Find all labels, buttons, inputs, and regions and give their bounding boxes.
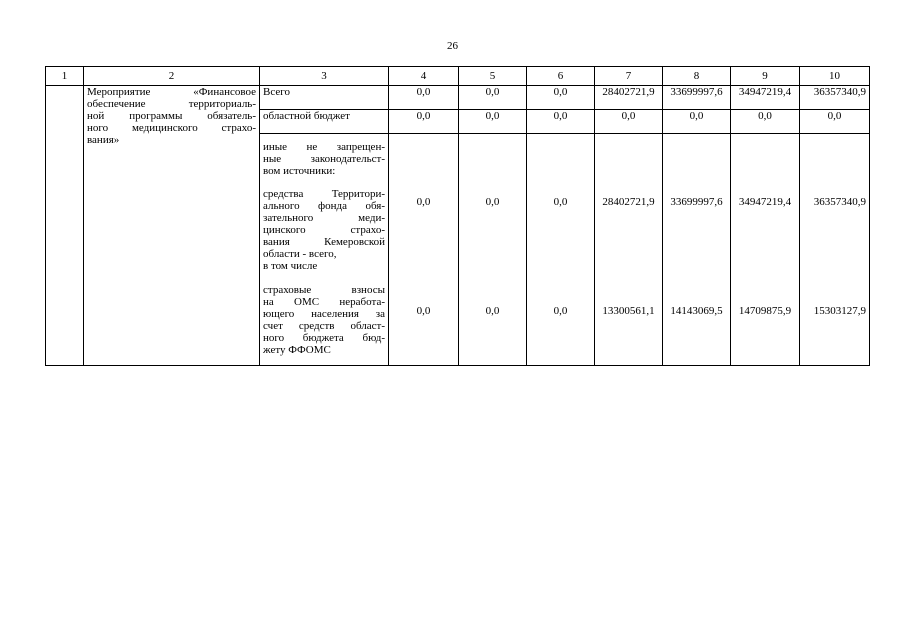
value-cell: 0,0 (527, 86, 595, 110)
value-cell: 0,0 (800, 110, 870, 134)
table-row-total (46, 86, 870, 110)
measure-name-line: Мероприятие «Финансовое (87, 86, 256, 98)
value-cell: 15303127,9 (813, 305, 866, 317)
source-line: счет средств област- (263, 320, 385, 332)
measure-name-line: ного медицинского страхо- (87, 122, 256, 134)
source-other-sources-block (260, 134, 389, 366)
source-gap (263, 272, 385, 284)
header-cell-1: 1 (46, 67, 84, 86)
source-regional-budget: областной бюджет (260, 110, 389, 134)
measure-name-line: вания» (87, 134, 120, 146)
value-cell: 0,0 (485, 196, 500, 208)
value-cell: 34947219,4 (738, 196, 792, 208)
value-column-4 (389, 134, 459, 366)
value-cell: 0,0 (553, 196, 568, 208)
value-cell: 34947219,4 (731, 86, 800, 110)
source-line: ального фонда обя- (263, 200, 385, 212)
source-line: цинского страхо- (263, 224, 385, 236)
value-column-6 (527, 134, 595, 366)
header-cell-8: 8 (663, 67, 731, 86)
source-line: зательного меди- (263, 212, 385, 224)
value-cell: 36357340,9 (800, 86, 870, 110)
value-cell: 28402721,9 (602, 196, 655, 208)
source-line: средства Территори- (263, 188, 385, 200)
value-cell: 33699997,6 (670, 196, 723, 208)
budget-table (45, 66, 870, 366)
value-cell: 0,0 (416, 196, 431, 208)
header-cell-3: 3 (260, 67, 389, 86)
page-number: 26 (447, 40, 458, 52)
source-line: вания Кемеровской (263, 236, 385, 248)
value-cell: 0,0 (459, 86, 527, 110)
value-cell: 14709875,9 (738, 305, 792, 317)
header-cell-7: 7 (595, 67, 663, 86)
value-cell: 0,0 (389, 110, 459, 134)
header-cell-10: 10 (800, 67, 870, 86)
value-cell: 0,0 (663, 110, 731, 134)
value-cell: 0,0 (527, 110, 595, 134)
value-cell: 14143069,5 (670, 305, 723, 317)
header-cell-9: 9 (731, 67, 800, 86)
header-cell-5: 5 (459, 67, 527, 86)
source-line: в том числе (263, 260, 318, 272)
value-cell: 13300561,1 (602, 305, 655, 317)
header-cell-2: 2 (84, 67, 260, 86)
source-line: ного бюджета бюд- (263, 332, 385, 344)
number-cell (46, 86, 84, 366)
source-line: жету ФФОМС (263, 344, 331, 356)
measure-name-line: ной программы обязатель- (87, 110, 256, 122)
measure-name-line: обеспечение территориаль- (87, 98, 256, 110)
source-line: страховые взносы (263, 284, 385, 296)
value-cell: 0,0 (416, 305, 431, 317)
value-cell: 28402721,9 (595, 86, 663, 110)
value-column-8 (663, 134, 731, 366)
source-gap (263, 177, 385, 188)
source-line: на ОМС неработа- (263, 296, 385, 308)
source-line: ющего населения за (263, 308, 385, 320)
value-cell: 33699997,6 (663, 86, 731, 110)
value-column-5 (459, 134, 527, 366)
source-line: иные не запрещен- (263, 141, 385, 153)
source-line: вом источники: (263, 165, 336, 177)
value-cell: 36357340,9 (813, 196, 866, 208)
measure-name-cell (84, 86, 260, 366)
value-cell: 0,0 (553, 305, 568, 317)
header-row (46, 67, 870, 86)
value-cell: 0,0 (485, 305, 500, 317)
header-cell-4: 4 (389, 67, 459, 86)
value-cell: 0,0 (459, 110, 527, 134)
source-total: Всего (260, 86, 389, 110)
value-column-7 (595, 134, 663, 366)
value-column-9 (731, 134, 800, 366)
value-column-10 (800, 134, 870, 366)
source-line: ные законодательст- (263, 153, 385, 165)
header-cell-6: 6 (527, 67, 595, 86)
value-cell: 0,0 (389, 86, 459, 110)
value-cell: 0,0 (595, 110, 663, 134)
value-cell: 0,0 (731, 110, 800, 134)
source-line: области - всего, (263, 248, 337, 260)
